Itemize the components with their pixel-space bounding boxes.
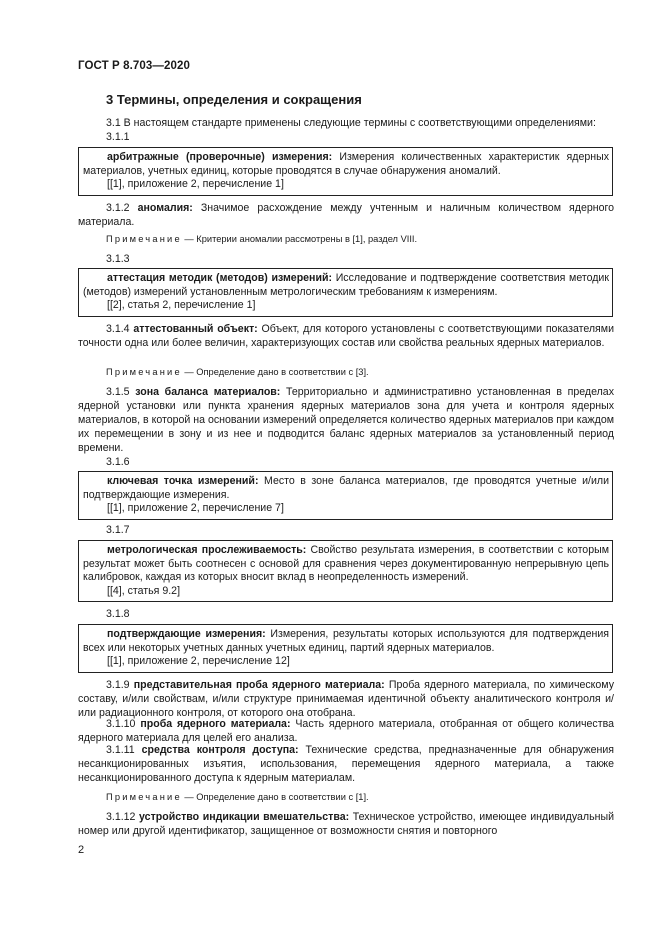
term-definition: подтверждающие измерения: Измерения, результаты которых используются для подтверждения всех или некоторых учетных данных учетных единиц, партий ядерных материалов.: [83, 628, 609, 654]
term-box-3-1-7: [78, 540, 613, 602]
term-number-3-1-8: 3.1.8: [106, 608, 130, 620]
term-source: [[1], приложение 2, перечисление 7]: [107, 502, 284, 514]
term-name: ключевая точка измерений:: [107, 475, 259, 487]
term-name: аттестация методик (методов) измерений:: [107, 272, 333, 284]
term-3-1-12: 3.1.12 устройство индикации вмешательства: Техническое устройство, имеющее индивидуальный номер или другой идентификатор, защищенное от возможности снятия и повторного: [78, 811, 614, 837]
term-definition: арбитражные (проверочные) измерения: Измерения количественных характеристик ядерных материалов, учетных единиц, которые проводятся в случае обнаружения аномалий.: [83, 151, 609, 177]
term-name: арбитражные (проверочные) измерения:: [107, 151, 333, 163]
term-3-1-10: 3.1.10 проба ядерного материала: Часть ядерного материала, отобранная от общего количества ядерного материала для целей его анализа.: [78, 718, 614, 744]
term-source: [[1], приложение 2, перечисление 12]: [107, 655, 290, 667]
term-definition: метрологическая прослеживаемость: Свойство результата измерения, в соответствии с которым результат может быть соотнесен с основой для сравнения через документированную непрерывную цепь калибровок, каждая из которых вносит вклад в неопределенность измерений.: [83, 544, 609, 583]
note-3: Примечание — Определение дано в соответствии с [1].: [106, 792, 369, 802]
term-3-1-9: 3.1.9 представительная проба ядерного материала: Проба ядерного материала, по химическому составу, и/или свойствам, и/или структуре принимаемая идентичной объекту аналитического контроля и/или радиационного контроля, от которого она отобрана.: [78, 679, 614, 719]
term-number-3-1-7: 3.1.7: [106, 524, 130, 536]
term-name: подтверждающие измерения:: [107, 628, 266, 640]
term-box-3-1-6: [78, 471, 613, 520]
term-number-3-1-6: 3.1.6: [106, 456, 130, 468]
term-number-3-1-3: 3.1.3: [106, 253, 130, 265]
term-3-1-5: 3.1.5 зона баланса материалов: Территориально и административно установленная в пределах ядерной установки или пункта хранения ядерных материалов зона для учета и контроля ядерных материалов, в которой на основании измерений определяется количество ядерных материалов при каждом их перемещении в зону и из нее и подводится баланс ядерных материалов за установленный период времени.: [78, 386, 614, 454]
term-box-3-1-8: [78, 624, 613, 673]
term-name: метрологическая прослеживаемость:: [107, 544, 307, 556]
term-box-3-1-3: [78, 268, 613, 317]
term-3-1-4: 3.1.4 аттестованный объект: Объект, для которого установлены с соответствующими показателями точности одна или более величин, характеризующих состав или свойства реальных ядерных материалов.: [78, 323, 614, 349]
document-header: ГОСТ Р 8.703—2020: [78, 60, 190, 72]
page-number: 2: [78, 844, 85, 856]
term-3-1-2: 3.1.2 аномалия: Значимое расхождение между учтенным и наличным количеством ядерного материала.: [78, 202, 615, 228]
term-definition: аттестация методик (методов) измерений: Исследование и подтверждение соответствия методик (методов) измерений установленным метрологическим требованиям к измерениям.: [83, 272, 609, 298]
section-title: 3 Термины, определения и сокращения: [106, 92, 362, 107]
note-2: Примечание — Определение дано в соответствии с [3].: [106, 367, 369, 377]
note-1: Примечание — Критерии аномалии рассмотрены в [1], раздел VIII.: [106, 234, 418, 244]
term-number-3-1-1: 3.1.1: [106, 131, 130, 143]
term-source: [[2], статья 2, перечисление 1]: [107, 299, 256, 311]
term-definition: ключевая точка измерений: Место в зоне баланса материалов, где проводятся учетные и/или подтверждающие измерения.: [83, 475, 609, 501]
intro-paragraph: 3.1 В настоящем стандарте применены следующие термины с соответствующими определениями:: [106, 117, 596, 129]
term-source: [[1], приложение 2, перечисление 1]: [107, 178, 284, 190]
term-3-1-11: 3.1.11 средства контроля доступа: Технические средства, предназначенные для обнаружения несанкционированных изъятия, использования, перемещения ядерного материала, а также несанкционированного доступа к ядерным материалам.: [78, 744, 614, 784]
term-source: [[4], статья 9.2]: [107, 584, 181, 597]
term-box-3-1-1: [78, 147, 613, 196]
